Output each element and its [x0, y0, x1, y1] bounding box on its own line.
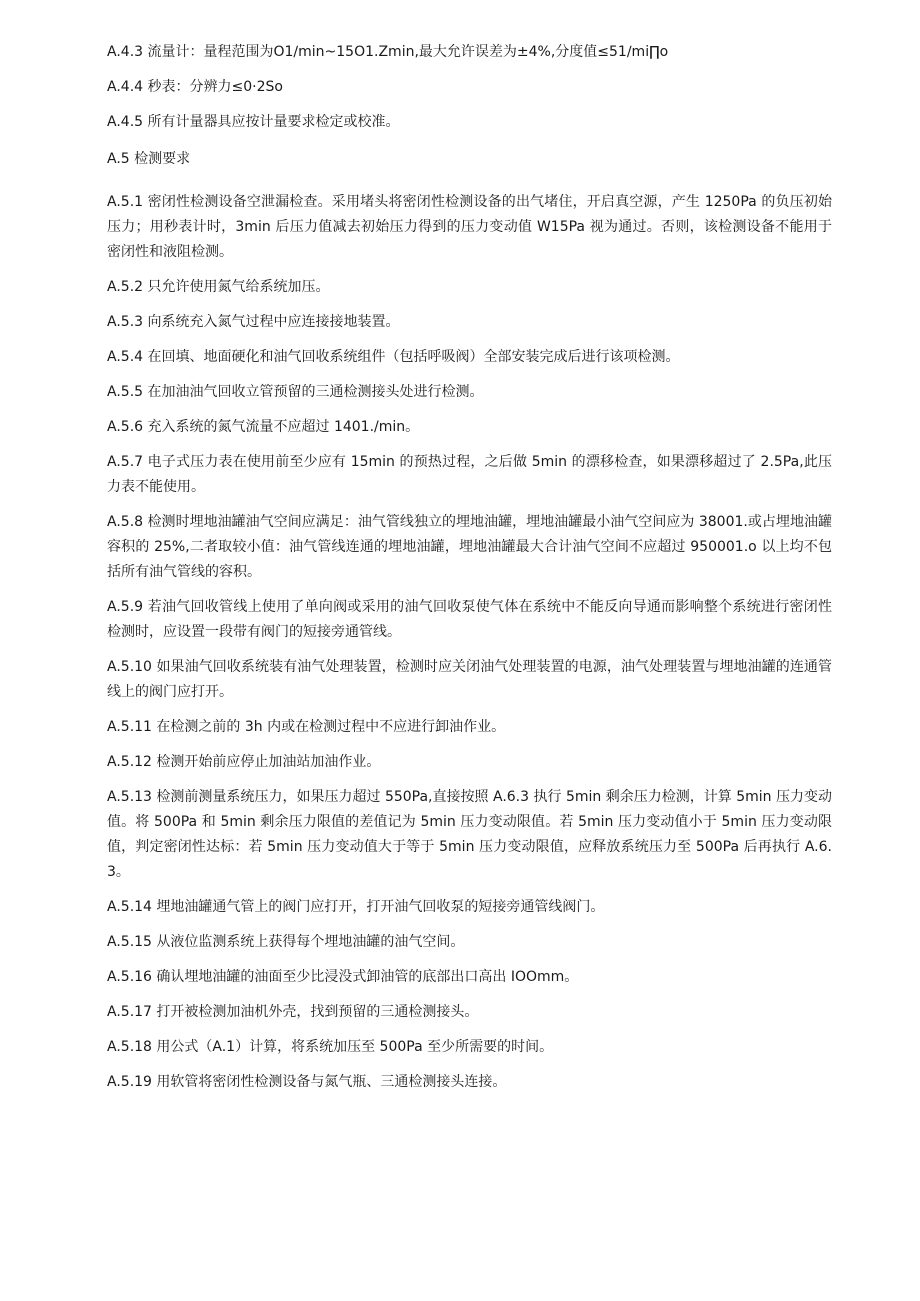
document-page	[107, 40, 832, 1105]
paragraph-a-5-18: A.5.18 用公式（A.1）计算，将系统加压至 500Pa 至少所需要的时间。	[107, 1039, 554, 1055]
paragraph-a-5-19: A.5.19 用软管将密闭性检测设备与氮气瓶、三通检测接头连接。	[107, 1074, 507, 1090]
paragraph-a-4-3: A.4.3 流量计：量程范围为O1∕min~15O1.Zmin,最大允许误差为±4%,分度值≤51∕mi∏o	[107, 44, 669, 60]
paragraph-a-5-4: A.5.4 在回填、地面硬化和油气回收系统组件（包括呼吸阀）全部安装完成后进行该项检测。	[107, 349, 680, 365]
section-heading-a-5: A.5 检测要求	[107, 151, 191, 167]
paragraph-a-4-4: A.4.4 秒表：分辨力≤0·2So	[107, 79, 283, 95]
paragraph-a-5-3: A.5.3 向系统充入氮气过程中应连接接地装置。	[107, 314, 400, 330]
paragraph-a-5-16: A.5.16 确认埋地油罐的油面至少比浸没式卸油管的底部出口高出 IOOmm。	[107, 969, 579, 985]
paragraph-a-5-17: A.5.17 打开被检测加油机外壳，找到预留的三通检测接头。	[107, 1004, 479, 1020]
paragraph-a-5-13: A.5.13 检测前测量系统压力，如果压力超过 550Pa,直接按照 A.6.3 执行 5min 剩余压力检测，计算 5min 压力变动值。将 500Pa 和 5min 剩余压力限值的差值记为 5min 压力变动限值。若 5min 压力变动值小于 5min 压力变动限值，判定密闭性达标：若 5min 压力变动值大于等于 5min 压力变动限值，应释放系统压力至 500Pa 后再执行 A.6.3。	[107, 789, 832, 880]
paragraph-a-5-8: A.5.8 检测时埋地油罐油气空间应满足：油气管线独立的埋地油罐，埋地油罐最小油气空间应为 38001.或占埋地油罐容积的 25%,二者取较小值：油气管线连通的埋地油罐，埋地油罐最大合计油气空间不应超过 950001.o 以上均不包括所有油气管线的容积。	[107, 514, 832, 580]
paragraph-a-5-9: A.5.9 若油气回收管线上使用了单向阀或采用的油气回收泵使气体在系统中不能反向导通而影响整个系统进行密闭性检测时，应设置一段带有阀门的短接旁通管线。	[107, 599, 832, 640]
paragraph-a-4-5: A.4.5 所有计量器具应按计量要求检定或校准。	[107, 114, 400, 130]
paragraph-a-5-10: A.5.10 如果油气回收系统装有油气处理装置，检测时应关闭油气处理装置的电源，油气处理装置与埋地油罐的连通管线上的阀门应打开。	[107, 659, 832, 700]
paragraph-a-5-7: A.5.7 电子式压力表在使用前至少应有 15min 的预热过程，之后做 5min 的漂移检查，如果漂移超过了 2.5Pa,此压力表不能使用。	[107, 454, 832, 495]
paragraph-a-5-14: A.5.14 埋地油罐通气管上的阀门应打开，打开油气回收泵的短接旁通管线阀门。	[107, 899, 605, 915]
paragraph-a-5-5: A.5.5 在加油油气回收立管预留的三通检测接头处进行检测。	[107, 384, 484, 400]
paragraph-a-5-15: A.5.15 从液位监测系统上获得每个埋地油罐的油气空间。	[107, 934, 465, 950]
paragraph-a-5-2: A.5.2 只允许使用氮气给系统加压。	[107, 279, 330, 295]
paragraph-a-5-1: A.5.1 密闭性检测设备空泄漏检查。采用堵头将密闭性检测设备的出气堵住，开启真空源，产生 1250Pa 的负压初始压力；用秒表计时，3min 后压力值减去初始压力得到的压力变动值 W15Pa 视为通过。否则，该检测设备不能用于密闭性和液阻检测。	[107, 194, 832, 260]
paragraph-a-5-12: A.5.12 检测开始前应停止加油站加油作业。	[107, 754, 381, 770]
paragraph-a-5-11: A.5.11 在检测之前的 3h 内或在检测过程中不应进行卸油作业。	[107, 719, 506, 735]
paragraph-a-5-6: A.5.6 充入系统的氮气流量不应超过 1401./min。	[107, 419, 420, 435]
